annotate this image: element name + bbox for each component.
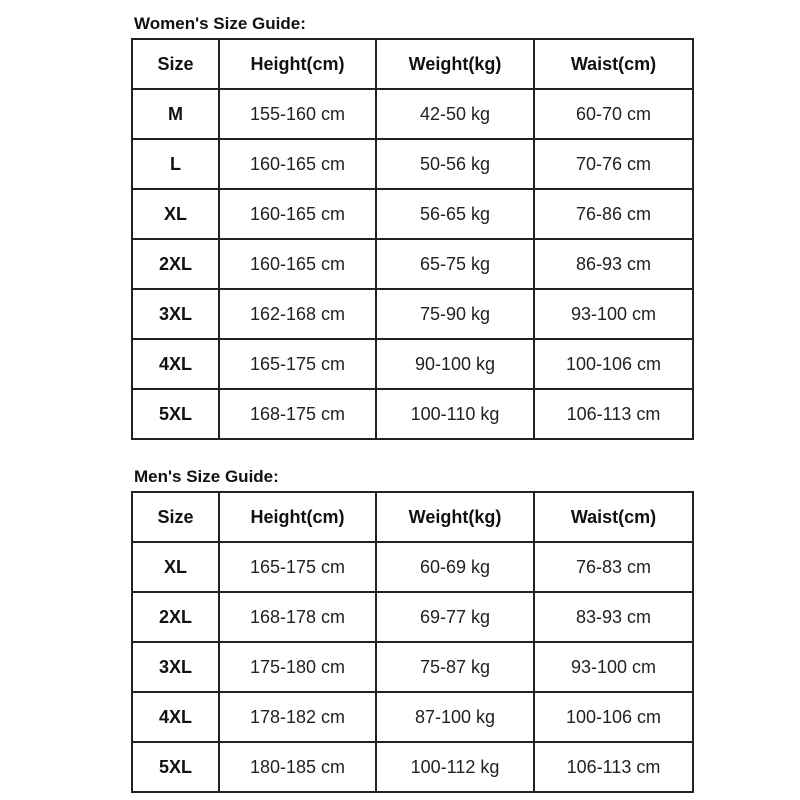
mens-size-table xyxy=(131,491,694,793)
size-cell: M xyxy=(132,89,219,139)
table-row xyxy=(132,239,693,289)
waist-cell: 76-83 cm xyxy=(534,542,693,592)
waist-cell: 93-100 cm xyxy=(534,289,693,339)
height-cell: 180-185 cm xyxy=(219,742,376,792)
height-cell: 168-175 cm xyxy=(219,389,376,439)
size-cell: 3XL xyxy=(132,289,219,339)
waist-cell: 93-100 cm xyxy=(534,642,693,692)
size-cell: 2XL xyxy=(132,239,219,289)
weight-cell: 75-90 kg xyxy=(376,289,534,339)
header-size: Size xyxy=(132,492,219,542)
waist-cell: 70-76 cm xyxy=(534,139,693,189)
table-row xyxy=(132,592,693,642)
weight-cell: 90-100 kg xyxy=(376,339,534,389)
table-row xyxy=(132,542,693,592)
weight-cell: 100-110 kg xyxy=(376,389,534,439)
waist-cell: 106-113 cm xyxy=(534,742,693,792)
header-weight: Weight(kg) xyxy=(376,39,534,89)
header-waist: Waist(cm) xyxy=(534,492,693,542)
waist-cell: 83-93 cm xyxy=(534,592,693,642)
table-row xyxy=(132,89,693,139)
table-row xyxy=(132,642,693,692)
womens-guide-title: Women's Size Guide: xyxy=(134,14,306,33)
waist-cell: 100-106 cm xyxy=(534,692,693,742)
size-cell: 3XL xyxy=(132,642,219,692)
size-cell: XL xyxy=(132,542,219,592)
waist-cell: 86-93 cm xyxy=(534,239,693,289)
mens-guide-title: Men's Size Guide: xyxy=(134,467,279,486)
table-row xyxy=(132,139,693,189)
height-cell: 165-175 cm xyxy=(219,542,376,592)
table-row xyxy=(132,742,693,792)
header-height: Height(cm) xyxy=(219,39,376,89)
size-cell: XL xyxy=(132,189,219,239)
height-cell: 155-160 cm xyxy=(219,89,376,139)
weight-cell: 69-77 kg xyxy=(376,592,534,642)
height-cell: 160-165 cm xyxy=(219,239,376,289)
height-cell: 160-165 cm xyxy=(219,189,376,239)
weight-cell: 87-100 kg xyxy=(376,692,534,742)
table-row xyxy=(132,289,693,339)
size-cell: L xyxy=(132,139,219,189)
waist-cell: 76-86 cm xyxy=(534,189,693,239)
height-cell: 160-165 cm xyxy=(219,139,376,189)
header-waist: Waist(cm) xyxy=(534,39,693,89)
table-header-row xyxy=(132,492,693,542)
height-cell: 165-175 cm xyxy=(219,339,376,389)
table-row xyxy=(132,389,693,439)
header-weight: Weight(kg) xyxy=(376,492,534,542)
height-cell: 178-182 cm xyxy=(219,692,376,742)
waist-cell: 106-113 cm xyxy=(534,389,693,439)
table-row xyxy=(132,339,693,389)
table-header-row xyxy=(132,39,693,89)
weight-cell: 60-69 kg xyxy=(376,542,534,592)
size-cell: 4XL xyxy=(132,692,219,742)
size-cell: 5XL xyxy=(132,742,219,792)
table-row xyxy=(132,189,693,239)
weight-cell: 75-87 kg xyxy=(376,642,534,692)
height-cell: 168-178 cm xyxy=(219,592,376,642)
weight-cell: 50-56 kg xyxy=(376,139,534,189)
height-cell: 175-180 cm xyxy=(219,642,376,692)
header-height: Height(cm) xyxy=(219,492,376,542)
header-size: Size xyxy=(132,39,219,89)
womens-size-guide xyxy=(131,14,692,440)
weight-cell: 56-65 kg xyxy=(376,189,534,239)
table-row xyxy=(132,692,693,742)
size-cell: 5XL xyxy=(132,389,219,439)
weight-cell: 100-112 kg xyxy=(376,742,534,792)
waist-cell: 60-70 cm xyxy=(534,89,693,139)
waist-cell: 100-106 cm xyxy=(534,339,693,389)
weight-cell: 42-50 kg xyxy=(376,89,534,139)
weight-cell: 65-75 kg xyxy=(376,239,534,289)
height-cell: 162-168 cm xyxy=(219,289,376,339)
size-cell: 4XL xyxy=(132,339,219,389)
mens-size-guide xyxy=(131,467,692,793)
womens-size-table xyxy=(131,38,694,440)
size-cell: 2XL xyxy=(132,592,219,642)
